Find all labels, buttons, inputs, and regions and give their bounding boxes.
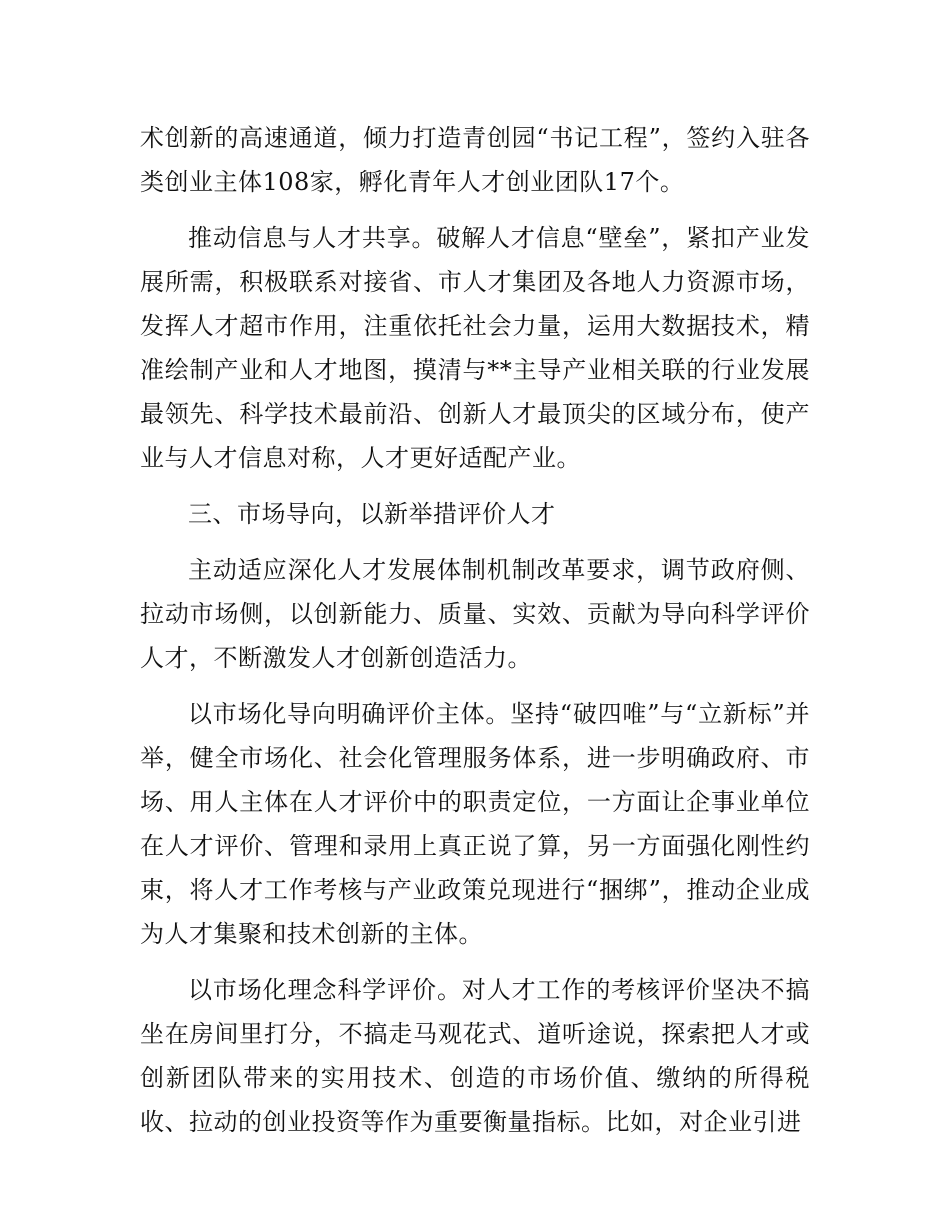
section-heading: 三、市场导向，以新举措评价人才 [188, 500, 556, 528]
paragraph-2: 推动信息与人才共享。破解人才信息“壁垒”，紧扣产业发展所需，积极联系对接省、市人才集团及各地人力资源市场，发挥人才超市作用，注重依托社会力量，运用大数据技术，精准绘制产业和人才地图，摸清与**主导产业相关联的行业发展最领先、科学技术最前沿、创新人才最顶尖的区域分布，使产业与人才信息对称，人才更好适配产业。 [140, 224, 810, 472]
paragraph-1: 术创新的高速通道，倾力打造青创园“书记工程”，签约入驻各类创业主体108家，孵化青年人才创业团队17个。 [140, 124, 810, 196]
paragraph-3: 主动适应深化人才发展体制机制改革要求，调节政府侧、拉动市场侧，以创新能力、质量、实效、贡献为导向科学评价人才，不断激发人才创新创造活力。 [140, 556, 810, 672]
paragraph-5: 以市场化理念科学评价。对人才工作的考核评价坚决不搞坐在房间里打分，不搞走马观花式、道听途说，探索把人才或创新团队带来的实用技术、创造的市场价值、缴纳的所得税收、拉动的创业投资等作为重要衡量指标。比如，对企业引进 [140, 976, 810, 1136]
paragraph-4: 以市场化导向明确评价主体。坚持“破四唯”与“立新标”并举，健全市场化、社会化管理服务体系，进一步明确政府、市场、用人主体在人才评价中的职责定位，一方面让企事业单位在人才评价、管理和录用上真正说了算，另一方面强化刚性约束，将人才工作考核与产业政策兑现进行“捆绑”，推动企业成为人才集聚和技术创新的主体。 [140, 700, 810, 948]
document-body [140, 116, 810, 1156]
